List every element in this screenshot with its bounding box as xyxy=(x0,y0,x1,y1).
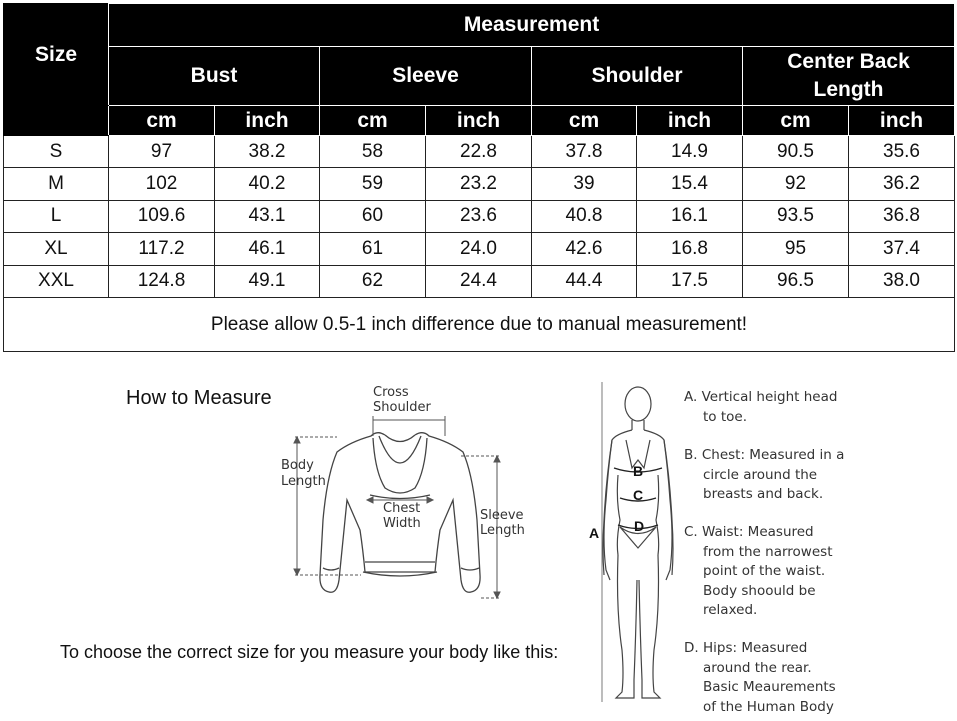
value-cell: 43.1 xyxy=(215,200,320,232)
sleeve-length-label: Sleeve xyxy=(480,508,524,523)
measurement-header: Measurement xyxy=(109,4,955,47)
value-cell: 14.9 xyxy=(637,136,743,168)
size-cell: S xyxy=(4,136,109,168)
note-line: Body shoould be xyxy=(703,582,816,599)
value-cell: 61 xyxy=(320,233,426,265)
unit-header: inch xyxy=(637,106,743,136)
value-cell: 22.8 xyxy=(426,136,532,168)
center-back-length-label: Center Back Length xyxy=(787,50,910,101)
value-cell: 44.4 xyxy=(532,265,637,297)
value-cell: 46.1 xyxy=(215,233,320,265)
sweater-diagram xyxy=(275,380,535,610)
unit-header: inch xyxy=(849,106,955,136)
body-figure-diagram xyxy=(582,380,682,710)
chest-width-label: Chest xyxy=(383,501,421,516)
value-cell: 37.4 xyxy=(849,233,955,265)
value-cell: 62 xyxy=(320,265,426,297)
value-cell: 35.6 xyxy=(849,136,955,168)
shoulder-header: Shoulder xyxy=(532,47,743,106)
value-cell: 92 xyxy=(743,168,849,200)
value-cell: 24.0 xyxy=(426,233,532,265)
value-cell: 97 xyxy=(109,136,215,168)
size-chart-table xyxy=(3,3,955,352)
value-cell: 24.4 xyxy=(426,265,532,297)
unit-header: cm xyxy=(320,106,426,136)
value-cell: 23.6 xyxy=(426,200,532,232)
note-line: from the narrowest xyxy=(703,543,833,560)
figure-label-c: C xyxy=(633,487,644,503)
value-cell: 109.6 xyxy=(109,200,215,232)
value-cell: 40.8 xyxy=(532,200,637,232)
table-row xyxy=(4,200,955,232)
note-line: circle around the xyxy=(703,466,818,483)
value-cell: 90.5 xyxy=(743,136,849,168)
note-vertical-height xyxy=(684,388,837,427)
value-cell: 102 xyxy=(109,168,215,200)
unit-header: cm xyxy=(532,106,637,136)
note-waist xyxy=(684,523,832,621)
value-cell: 16.1 xyxy=(637,200,743,232)
value-cell: 42.6 xyxy=(532,233,637,265)
note-line: Basic Meaurements xyxy=(703,679,836,695)
figure-label-a: A xyxy=(589,525,600,541)
value-cell: 60 xyxy=(320,200,426,232)
figure-label-d: D xyxy=(634,518,645,534)
value-cell: 36.8 xyxy=(849,200,955,232)
note-line: of the Human Body xyxy=(703,698,834,715)
note-line: B. Chest: Measured in a xyxy=(684,447,845,463)
value-cell: 36.2 xyxy=(849,168,955,200)
unit-header: cm xyxy=(109,106,215,136)
table-row xyxy=(4,265,955,297)
size-header: Size xyxy=(4,4,109,106)
note-line: C. Waist: Measured xyxy=(684,524,814,540)
value-cell: 117.2 xyxy=(109,233,215,265)
value-cell: 37.8 xyxy=(532,136,637,168)
value-cell: 59 xyxy=(320,168,426,200)
size-cell: XL xyxy=(4,233,109,265)
size-cell: L xyxy=(4,200,109,232)
body-length-label: Length xyxy=(281,474,326,489)
bust-header: Bust xyxy=(109,47,320,106)
choose-size-instruction: To choose the correct size for you measure your body like this: xyxy=(60,642,559,662)
note-line: point of the waist. xyxy=(703,563,826,579)
note-chest xyxy=(684,446,844,505)
note-line: around the rear. xyxy=(703,659,812,676)
value-cell: 49.1 xyxy=(215,265,320,297)
note-line: breasts and back. xyxy=(703,486,824,502)
note-line: to toe. xyxy=(703,408,747,425)
value-cell: 95 xyxy=(743,233,849,265)
cross-shoulder-label: Shoulder xyxy=(373,400,431,415)
size-cell: XXL xyxy=(4,265,109,297)
size-header-blank xyxy=(4,106,109,136)
cross-shoulder-label: Cross xyxy=(373,385,409,400)
value-cell: 23.2 xyxy=(426,168,532,200)
table-row xyxy=(4,233,955,265)
value-cell: 96.5 xyxy=(743,265,849,297)
value-cell: 38.2 xyxy=(215,136,320,168)
sleeve-length-label: Length xyxy=(480,523,525,538)
unit-header: cm xyxy=(743,106,849,136)
measurement-note: Please allow 0.5-1 inch difference due to manual measurement! xyxy=(4,298,955,352)
figure-label-b: B xyxy=(633,463,644,479)
value-cell: 39 xyxy=(532,168,637,200)
value-cell: 58 xyxy=(320,136,426,168)
value-cell: 16.8 xyxy=(637,233,743,265)
note-line: relaxed. xyxy=(703,602,758,618)
table-row xyxy=(4,168,955,200)
size-cell: M xyxy=(4,168,109,200)
body-length-label: Body xyxy=(281,458,314,473)
note-line: A. Vertical height head xyxy=(684,389,838,405)
value-cell: 38.0 xyxy=(849,265,955,297)
table-row xyxy=(4,136,955,168)
center-back-length-header xyxy=(743,47,955,106)
value-cell: 15.4 xyxy=(637,168,743,200)
value-cell: 124.8 xyxy=(109,265,215,297)
value-cell: 40.2 xyxy=(215,168,320,200)
unit-header: inch xyxy=(215,106,320,136)
value-cell: 17.5 xyxy=(637,265,743,297)
note-line: D. Hips: Measured xyxy=(684,640,808,656)
unit-header: inch xyxy=(426,106,532,136)
chest-width-label: Width xyxy=(383,516,421,531)
value-cell: 93.5 xyxy=(743,200,849,232)
note-hips xyxy=(684,639,836,717)
sleeve-header: Sleeve xyxy=(320,47,532,106)
how-to-measure-title: How to Measure xyxy=(126,387,272,409)
